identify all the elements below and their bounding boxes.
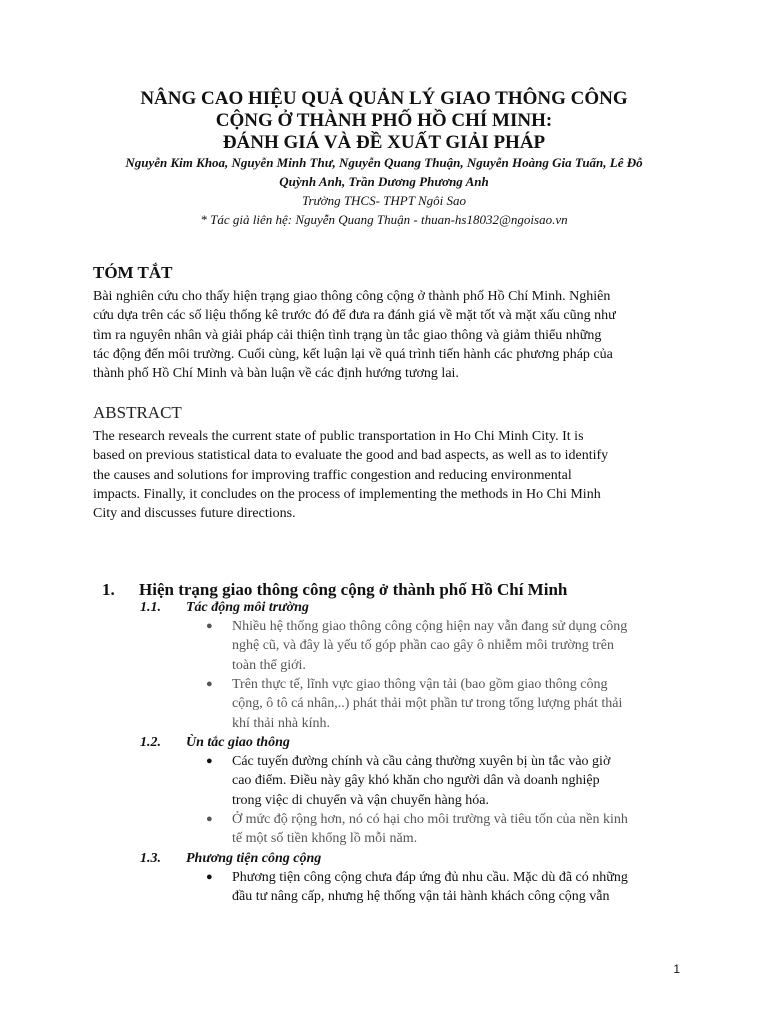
- summary-line: tác động đến môi trường. Cuối cùng, kết luận lại về quá trình tiến hành các phương pháp của: [93, 346, 613, 362]
- bullet-line: trong việc di chuyển và vận chuyển hàng hóa.: [232, 792, 489, 808]
- subsection-heading: [140, 849, 321, 868]
- subsection-number: 1.1.: [140, 600, 161, 615]
- abstract-line: based on previous statistical data to evaluate the good and bad aspects, as well as to identify: [93, 448, 609, 464]
- bullet-line: Phương tiện công cộng chưa đáp ứng đủ nhu cầu. Mặc dù đã có những: [232, 870, 628, 885]
- author-line: Quỳnh Anh, Trần Dương Phương Anh: [279, 174, 489, 189]
- bullet-icon: ●: [206, 755, 213, 767]
- abstract-line: City and discusses future directions.: [93, 506, 296, 522]
- bullet-line: đầu tư nâng cấp, nhưng hệ thống vận tải hành khách công cộng vẫn: [232, 889, 610, 905]
- paper-title: [60, 88, 708, 154]
- bullet-icon: ●: [206, 620, 213, 632]
- bullet-line: khí thải nhà kính.: [232, 715, 330, 731]
- bullet-line: Ở mức độ rộng hơn, nó có hại cho môi trường và tiêu tốn của nền kinh: [232, 812, 628, 827]
- section-title: Hiện trạng giao thông công cộng ở thành phố Hồ Chí Minh: [139, 580, 568, 599]
- summary-line: tìm ra nguyên nhân và giải pháp cải thiện tình trạng ùn tắc giao thông và giảm thiểu những: [93, 327, 602, 343]
- bullet-line: toàn thể giới.: [232, 657, 306, 673]
- summary-line: cứu dựa trên các số liệu thống kê trước đó để đưa ra đánh giá về mặt tốt và mặt xấu cũng như: [93, 308, 616, 324]
- bullet-line: nghệ cũ, và đây là yếu tố góp phần cao gây ô nhiễm môi trường trên: [232, 638, 614, 654]
- abstract-line: The research reveals the current state of public transportation in Ho Chi Minh City. It is: [93, 429, 584, 444]
- page-number: 1: [673, 962, 680, 976]
- bullet-icon: ●: [206, 678, 213, 690]
- subsection-number: 1.2.: [140, 735, 161, 750]
- section-number: 1.: [102, 580, 115, 599]
- title-line: NÂNG CAO HIỆU QUẢ QUẢN LÝ GIAO THÔNG CÔNG: [140, 88, 628, 109]
- bullet-line: cao điểm. Điều này gây khó khăn cho người dân và doanh nghiệp: [232, 773, 600, 789]
- abstract-line: the causes and solutions for improving traffic congestion and reducing environmental: [93, 467, 572, 483]
- abstract-paragraph: [93, 427, 693, 523]
- summary-heading: TÓM TẮT: [93, 263, 173, 282]
- bullet-line: Nhiều hệ thống giao thông công cộng hiện nay vẫn đang sử dụng công: [232, 619, 628, 634]
- author-list: [80, 153, 688, 191]
- subsection-title: Ùn tắc giao thông: [186, 735, 290, 750]
- abstract-line: impacts. Finally, it concludes on the process of implementing the methods in Ho Chi Minh: [93, 486, 601, 502]
- bullet-line: tế một số tiền khổng lồ mỗi năm.: [232, 831, 418, 847]
- author-line: Nguyễn Kim Khoa, Nguyễn Minh Thư, Nguyễn Quang Thuận, Nguyễn Hoàng Gia Tuấn, Lê Đỗ: [125, 155, 643, 170]
- subsection-heading: [140, 598, 309, 617]
- abstract-heading: ABSTRACT: [93, 403, 182, 422]
- subsection-title: Phương tiện công cộng: [186, 851, 322, 866]
- section-heading: [102, 580, 567, 600]
- subsection-heading: [140, 733, 290, 752]
- corresponding-author: * Tác giả liên hệ: Nguyễn Quang Thuận - thuan-hs18032@ngoisao.vn: [200, 212, 568, 227]
- title-line: CỘNG Ở THÀNH PHỐ HỒ CHÍ MINH:: [215, 110, 553, 131]
- bullet-line: Các tuyến đường chính và cầu cảng thường xuyên bị ùn tắc vào giờ: [232, 754, 611, 769]
- summary-paragraph: [93, 287, 693, 383]
- subsection-title: Tác động môi trường: [186, 600, 309, 615]
- affiliation: Trường THCS- THPT Ngôi Sao: [301, 193, 467, 208]
- bullet-icon: ●: [206, 813, 213, 825]
- bullet-line: Trên thực tế, lĩnh vực giao thông vận tải (bao gồm giao thông công: [232, 677, 608, 692]
- summary-line: Bài nghiên cứu cho thấy hiện trạng giao thông công cộng ở thành phố Hồ Chí Minh. Nghiên: [93, 289, 611, 304]
- subsection-number: 1.3.: [140, 851, 161, 866]
- bullet-icon: ●: [206, 871, 213, 883]
- title-line: ĐÁNH GIÁ VÀ ĐỀ XUẤT GIẢI PHÁP: [222, 132, 546, 153]
- bullet-line: cộng, ô tô cá nhân,..) phát thải một phần tư trong tổng lượng phát thải: [232, 696, 623, 712]
- summary-line: thành phố Hồ Chí Minh và bàn luận về các định hướng tương lai.: [93, 366, 459, 382]
